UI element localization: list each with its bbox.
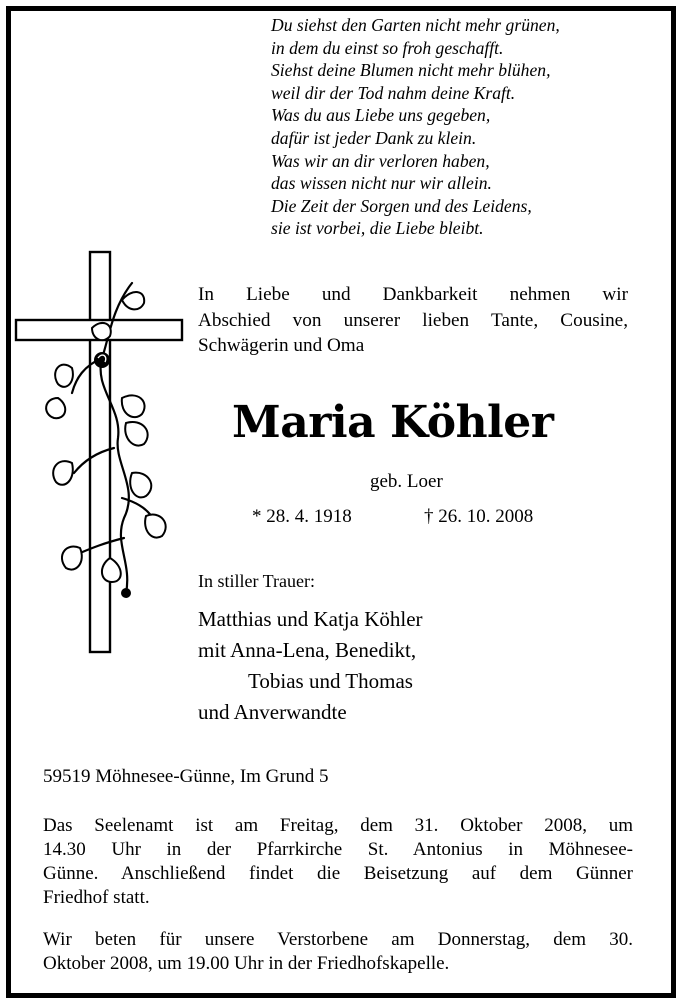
service-line: 14.30 Uhr in der Pfarrkirche St. Antonius in Möhnesee- (43, 839, 633, 860)
mourners-list (198, 604, 598, 728)
poem-line: in dem du einst so froh geschafft. (271, 37, 504, 58)
prayer-line: Wir beten für unsere Verstorbene am Donnerstag, dem 30. (43, 929, 633, 950)
memorial-poem (271, 14, 651, 240)
poem-line: Siehst deine Blumen nicht mehr blühen, (271, 60, 551, 81)
service-line: Friedhof statt. (43, 887, 150, 908)
mourner-line: und Anverwandte (198, 700, 347, 724)
prayer-line: Oktober 2008, um 19.00 Uhr in der Friedhofskapelle. (43, 953, 450, 974)
deceased-name: Maria Köhler (232, 397, 554, 448)
service-info (43, 814, 633, 910)
mourning-label: In stiller Trauer: (198, 571, 315, 591)
service-line: Das Seelenamt ist am Freitag, dem 31. Oktober 2008, um (43, 815, 633, 836)
poem-line: Was du aus Liebe uns gegeben, (271, 105, 491, 126)
poem-line: Du siehst den Garten nicht mehr grünen, (271, 15, 560, 35)
intro-line: In Liebe und Dankbarkeit nehmen wir (198, 284, 628, 305)
service-line: Günne. Anschließend findet die Beisetzung auf dem Günner (43, 863, 633, 884)
intro-line: Abschied von unserer lieben Tante, Cousine, (198, 309, 628, 331)
address: 59519 Möhnesee-Günne, Im Grund 5 (43, 766, 329, 787)
birth-date: * 28. 4. 1918 (252, 506, 352, 527)
poem-line: weil dir der Tod nahm deine Kraft. (271, 82, 516, 103)
poem-line: Was wir an dir verloren haben, (271, 150, 490, 171)
cross-with-rose-icon (14, 248, 184, 658)
poem-line: das wissen nicht nur wir allein. (271, 173, 492, 194)
poem-line: sie ist vorbei, die Liebe bleibt. (271, 218, 484, 239)
poem-line: Die Zeit der Sorgen und des Leidens, (271, 195, 532, 216)
prayer-info (43, 928, 633, 976)
mourner-line: Tobias und Thomas (248, 669, 413, 693)
birth-name: geb. Loer (370, 471, 443, 492)
intro-line: Schwägerin und Oma (198, 335, 365, 356)
mourner-line: mit Anna-Lena, Benedikt, (198, 638, 417, 662)
mourner-line: Matthias und Katja Köhler (198, 607, 423, 631)
poem-line: dafür ist jeder Dank zu klein. (271, 127, 477, 148)
death-date: † 26. 10. 2008 (424, 506, 534, 527)
intro-text (198, 282, 628, 359)
